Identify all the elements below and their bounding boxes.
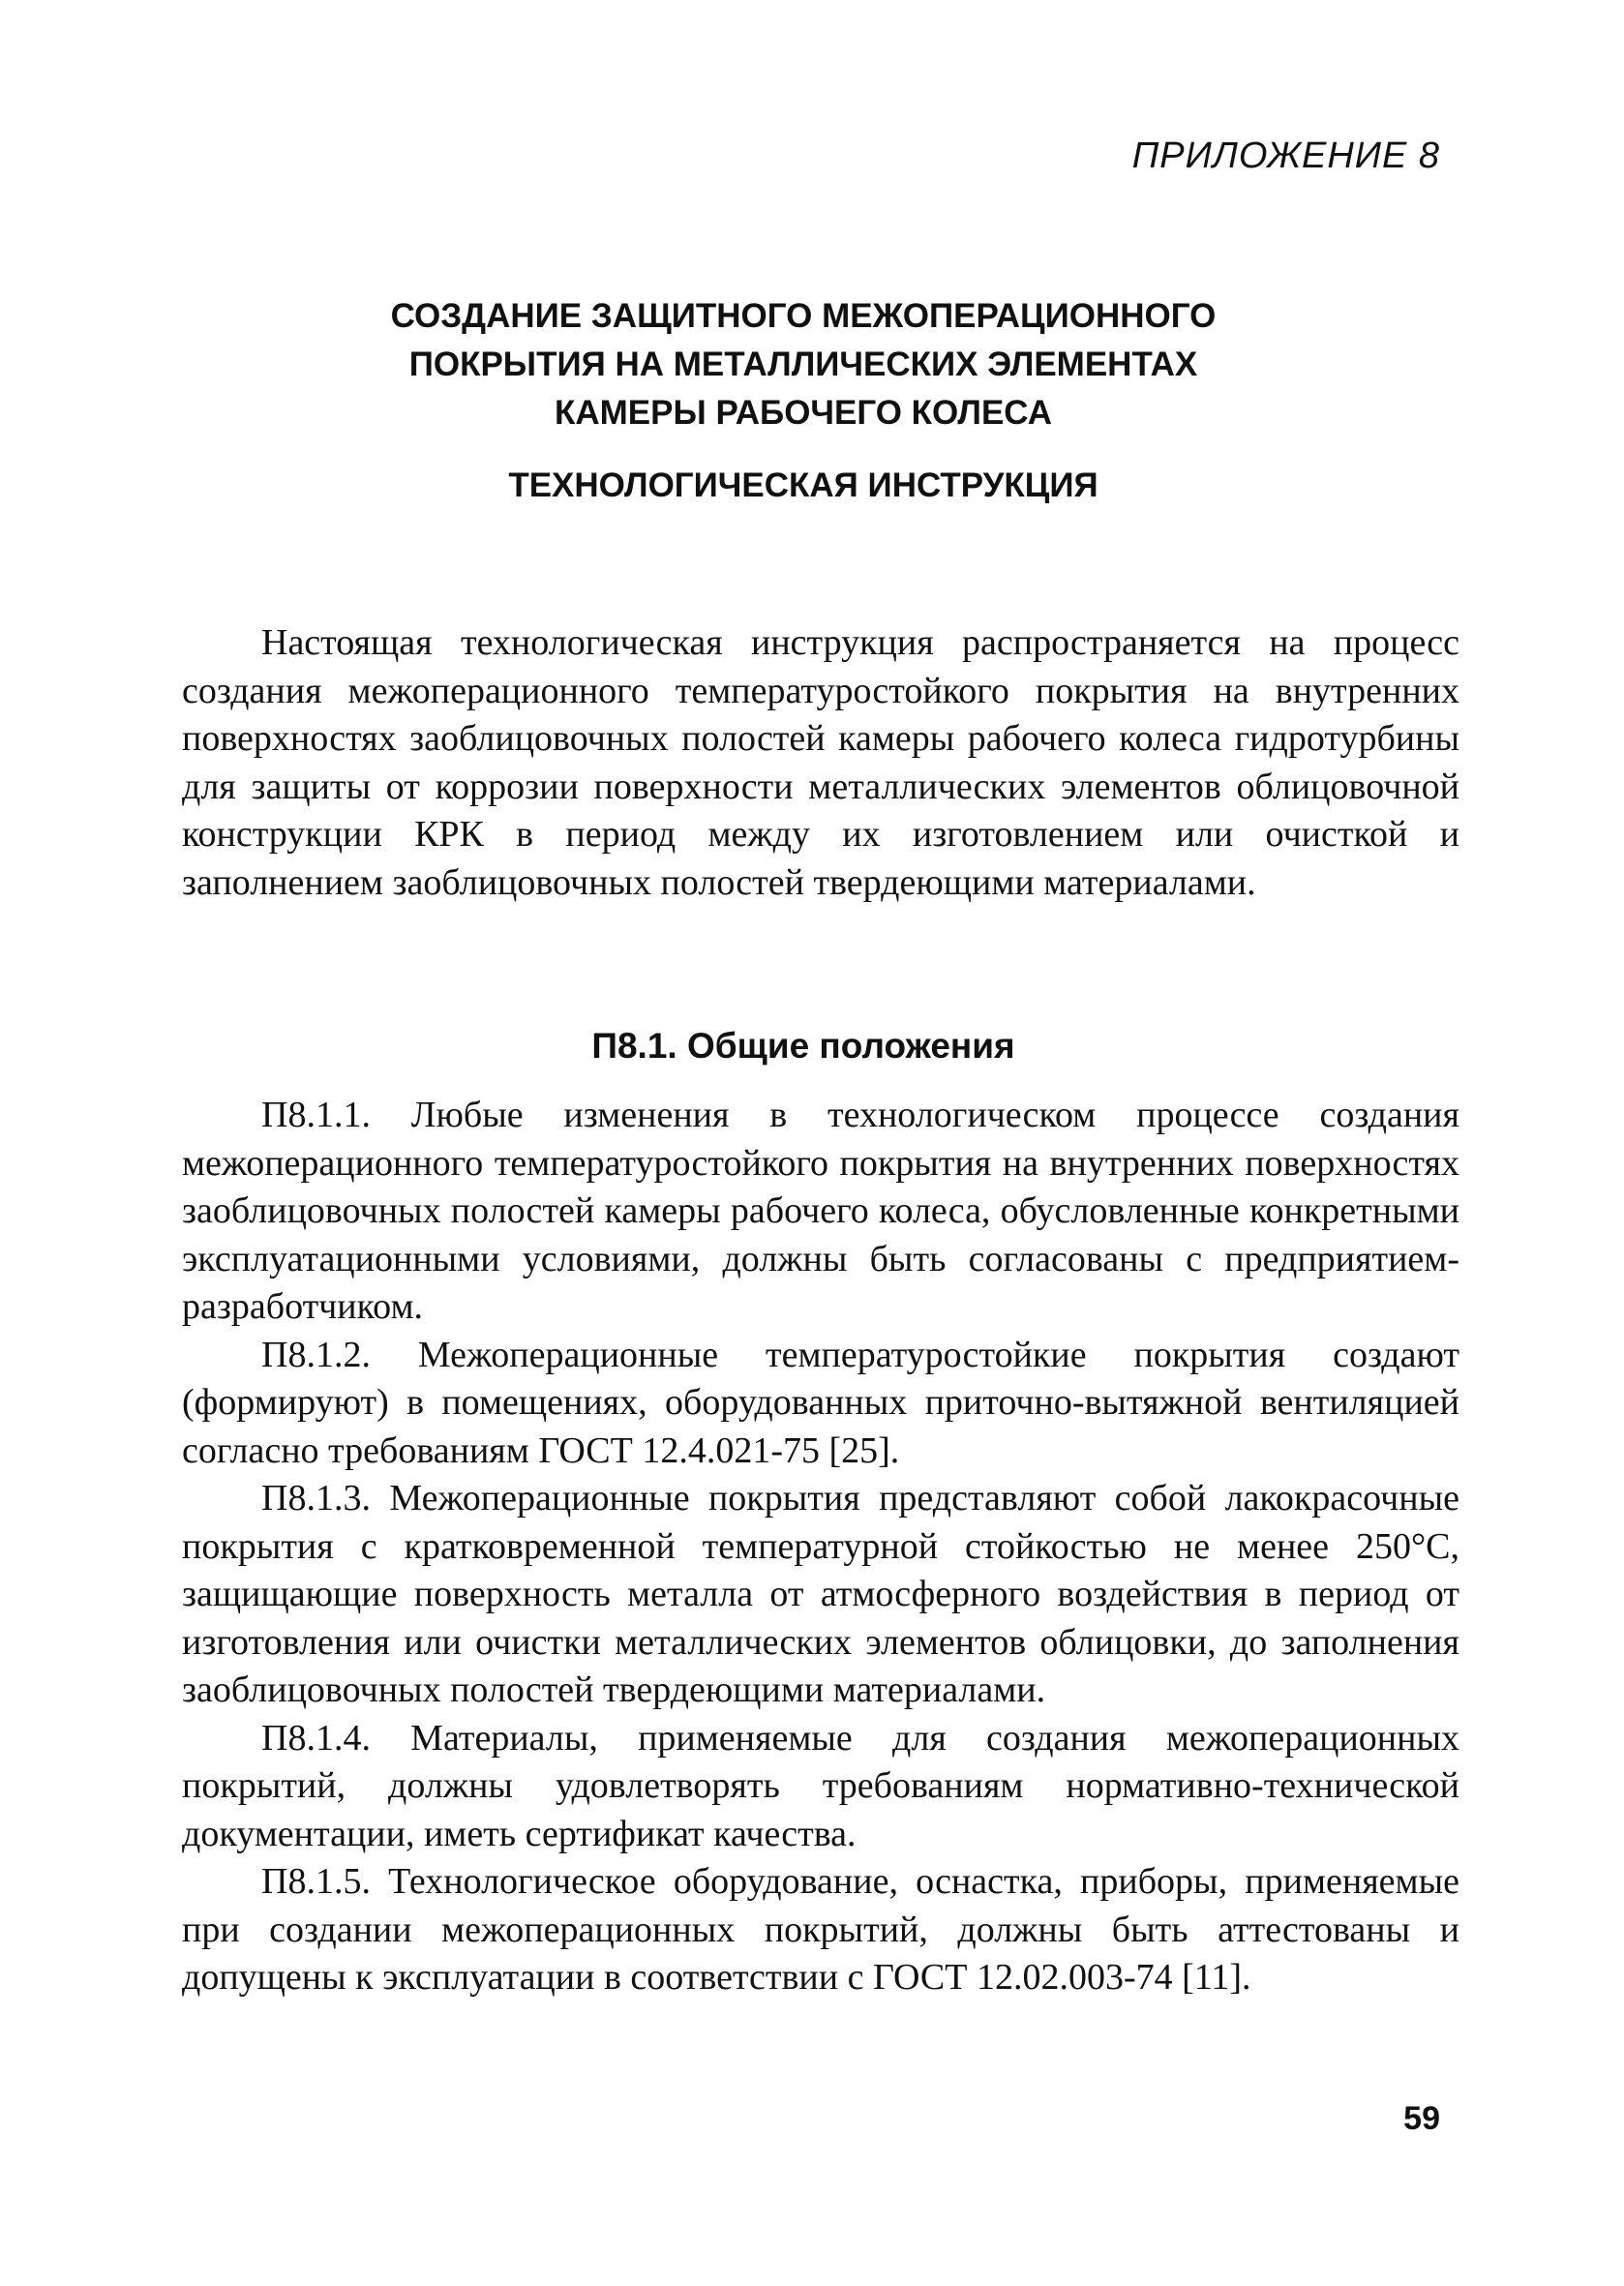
title-line-1: СОЗДАНИЕ ЗАЩИТНОГО МЕЖОПЕРАЦИОННОГО	[390, 297, 1217, 335]
clause-8-1-2: П8.1.2. Межоперационные температуростойкие покрытия создают (формируют) в помещениях, оборудованных приточно-вытяжной вентиляцией согласно требованиям ГОСТ 12.4.021-75 [25].	[182, 1334, 1459, 1471]
page-number: 59	[1403, 2100, 1440, 2137]
clause-8-1-4: П8.1.4. Материалы, применяемые для создания межоперационных покрытий, должны удовлетворять требованиям нормативно-технической документации, иметь сертификат качества.	[182, 1717, 1459, 1854]
clause-8-1-3: П8.1.3. Межоперационные покрытия представляют собой лакокрасочные покрытия с кратковременной температурной стойкостью не менее 250°С, защищающие поверхность металла от атмосферного воздействия в период от изготовления или очистки металлических элементов облицовки, до заполнения заоблицовочных полостей твердеющими материалами.	[182, 1478, 1459, 1710]
intro-paragraph: Настоящая технологическая инструкция распространяется на процесс создания межоперационного температуростойкого покрытия на внутренних поверхностях заоблицовочных полостей камеры рабочего колеса гидротурбины для защиты от коррозии поверхности металлических элементов облицовочной конструкции КРК в период между их изготовлением или очисткой и заполнением заоблицовочных полостей твердеющими материалами.	[182, 622, 1459, 903]
appendix-label: ПРИЛОЖЕНИЕ 8	[1131, 135, 1440, 176]
document-title	[145, 292, 1461, 437]
section-heading: П8.1. Общие положения	[591, 1026, 1015, 1066]
clause-8-1-5: П8.1.5. Технологическое оборудование, оснастка, приборы, применяемые при создании межоперационных покрытий, должны быть аттестованы и допущены к эксплуатации в соответствии с ГОСТ 12.02.003-74 [11].	[182, 1861, 1459, 1998]
title-line-3: КАМЕРЫ РАБОЧЕГО КОЛЕСА	[555, 394, 1052, 432]
document-subtitle: ТЕХНОЛОГИЧЕСКАЯ ИНСТРУКЦИЯ	[508, 466, 1098, 504]
title-line-2: ПОКРЫТИЯ НА МЕТАЛЛИЧЕСКИХ ЭЛЕМЕНТАХ	[408, 346, 1198, 383]
clauses-list	[182, 1092, 1459, 2002]
clause-8-1-1: П8.1.1. Любые изменения в технологическом процессе создания межоперационного температуростойкого покрытия на внутренних поверхностях заоблицовочных полостей камеры рабочего колеса, обусловленные конкретными эксплуатационными условиями, должны быть согласованы с предприятием-разработчиком.	[182, 1095, 1459, 1327]
